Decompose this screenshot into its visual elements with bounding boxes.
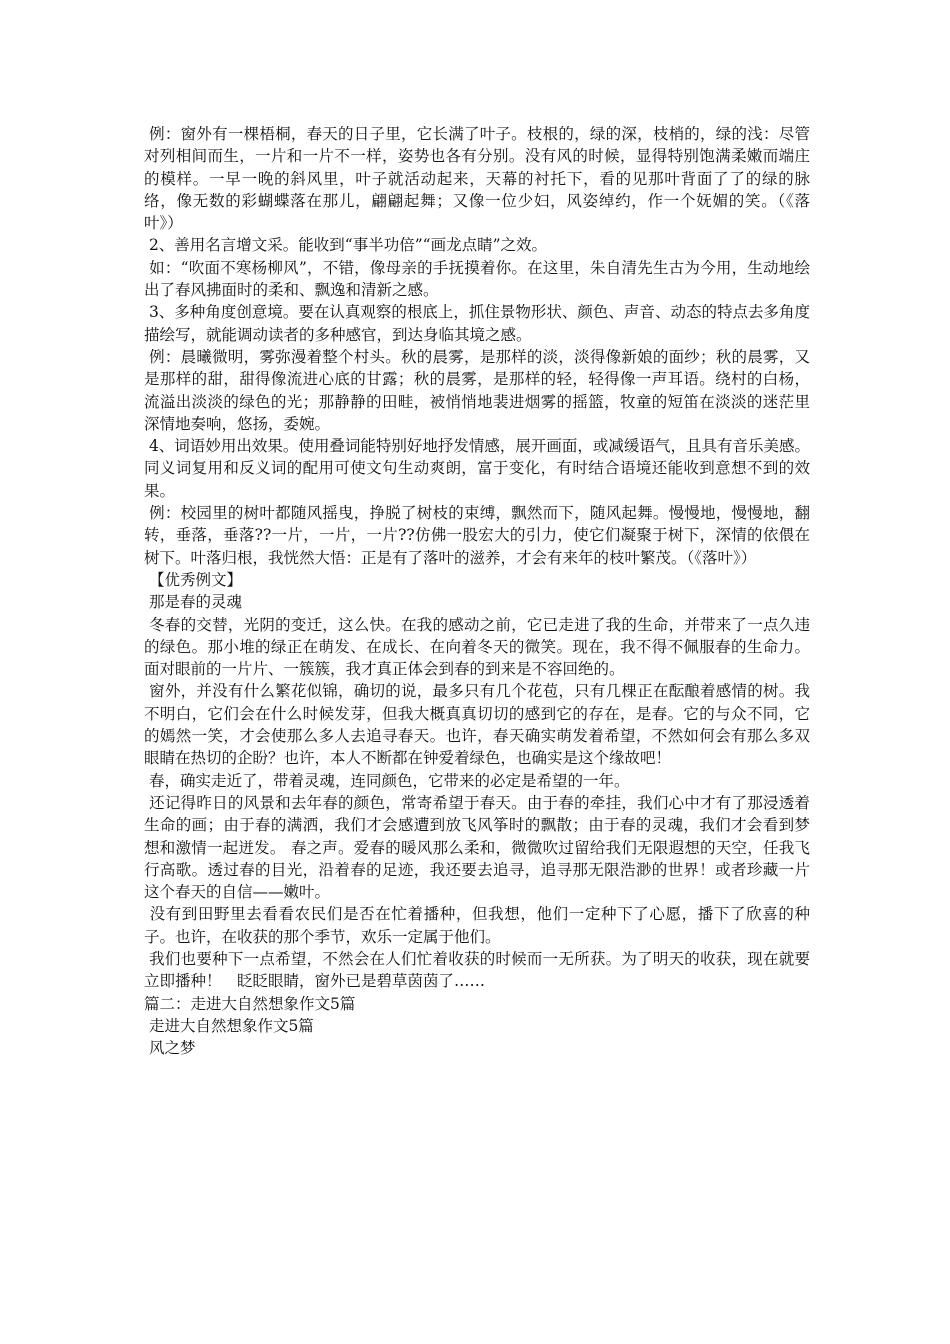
- essay-paragraph: 窗外，并没有什么繁花似锦，确切的说，最多只有几个花苞，只有几棵正在酝酿着感情的树。我不明白，它们会在什么时候发芽，但我大概真真切切的感到它的存在，是春。它的与众不同，它的嫣然一笑，才会使那么多人去追寻春天。也许，春天确实萌发着希望，不然如何会有那么多双眼睛在热切的企盼？也许，本人不断都在钟爱着绿色，也确实是这个缘故吧！: [144, 682, 810, 768]
- tip-3-angles: 3、多种角度创意境。要在认真观察的根底上，抓住景物形状、颜色、声音、动态的特点去多角度描绘写，就能调动读者的多种感官，到达身临其境之感。: [144, 303, 810, 344]
- part-two-subtitle: 风之梦: [144, 1039, 196, 1058]
- tip-4-words: 4、词语妙用出效果。使用叠词能特别好地抒发情感，展开画面，或减缓语气，且具有音乐美感。同义词复用和反义词的配用可使文句生动爽朗，富于变化，有时结合语境还能收到意想不到的效果。: [144, 437, 810, 500]
- example-paragraph-falling-leaves: 例：校园里的树叶都随风摇曳，挣脱了树枝的束缚，飘然而下，随风起舞。慢慢地，慢慢地，翻转，垂落，垂落??一片，一片，一片??仿佛一股宏大的引力，使它们凝聚于树下，深情的依偎在树下。叶落归根，我恍然大悟：正是有了落叶的滋养，才会有来年的枝叶繁茂。（《落叶》）: [144, 504, 810, 567]
- section-heading-excellent-essay: 【优秀例文】: [144, 570, 242, 589]
- example-paragraph-spring-wind: 如：“吹面不寒杨柳风”，不错，像母亲的手抚摸着你。在这里，朱自清先生古为今用，生动地绘出了春风拂面时的柔和、飘逸和清新之感。: [144, 258, 810, 300]
- document-body: [144, 123, 810, 1059]
- essay-title: 那是春的灵魂: [144, 593, 242, 612]
- essay-paragraph: 春，确实走近了，带着灵魂，连同颜色，它带来的必定是希望的一年。: [144, 771, 630, 790]
- essay-paragraph: 没有到田野里去看看农民们是否在忙着播种，但我想，他们一定种下了心愿，播下了欣喜的种子。也许，在收获的那个季节，欢乐一定属于他们。: [144, 905, 810, 946]
- essay-paragraph: 还记得昨日的风景和去年春的颜色，常寄希望于春天。由于春的牵挂，我们心中才有了那浸透着生命的画；由于春的满洒，我们才会感遭到放飞风筝时的飘散；由于春的灵魂，我们才会看到梦想和激情一起迸发。 春之声。爱春的暖风那么柔和，微微吹过留给我们无限遐想的天空，任我飞行高歌。透过春的目光，沿着春的足迹，我还要去追寻，追寻那无限浩渺的世界！或者珍藏一片这个春天的自信——嫩叶。: [144, 793, 810, 902]
- part-two-heading: 篇二：走进大自然想象作文5篇: [144, 994, 356, 1013]
- essay-paragraph: 我们也要种下一点希望，不然会在人们忙着收获的时候而一无所获。为了明天的收获，现在就要立即播种！ 眨眨眼睛，窗外已是碧草茵茵了……: [144, 949, 810, 991]
- example-paragraph-autumn-fog: 例：晨曦微明，雾弥漫着整个村头。秋的晨雾，是那样的淡，淡得像新娘的面纱；秋的晨雾，又是那样的甜，甜得像流进心底的甘露；秋的晨雾，是那样的轻，轻得像一声耳语。绕村的白杨，流溢出淡淡的绿色的光；那静静的田畦，被悄悄地裴进烟雾的摇篮，牧童的短笛在淡淡的迷茫里深情地奏响，悠扬，委婉。: [144, 347, 810, 433]
- part-two-title: 走进大自然想象作文5篇: [144, 1016, 314, 1035]
- example-paragraph-phoenix-tree: 例：窗外有一棵梧桐，春天的日子里，它长满了叶子。枝根的，绿的深，枝梢的，绿的浅：尽管对列相间而生，一片和一片不一样，姿势也各有分别。没有风的时候，显得特别饱满柔嫩而端庄的模样。一早一晚的斜风里，叶子就活动起来，天幕的衬托下，看的见那叶背面了了的绿的脉络，像无数的彩蝴蝶落在那儿，翩翩起舞；又像一位少妇，风姿绰约，作一个妩媚的笑。（《落叶》）: [144, 125, 810, 233]
- tip-2-quotes: 2、善用名言增文采。能收到“事半功倍”“画龙点睛”之效。: [144, 236, 547, 255]
- essay-paragraph: 冬春的交替，光阴的变迁，这么快。在我的感动之前，它已走进了我的生命，并带来了一点久违的绿色。那小堆的绿正在萌发、在成长、在向着冬天的微笑。现在，我不得不佩服春的生命力。面对眼前的一片片、一簇簇，我才真正体会到春的到来是不容回绝的。: [144, 615, 810, 679]
